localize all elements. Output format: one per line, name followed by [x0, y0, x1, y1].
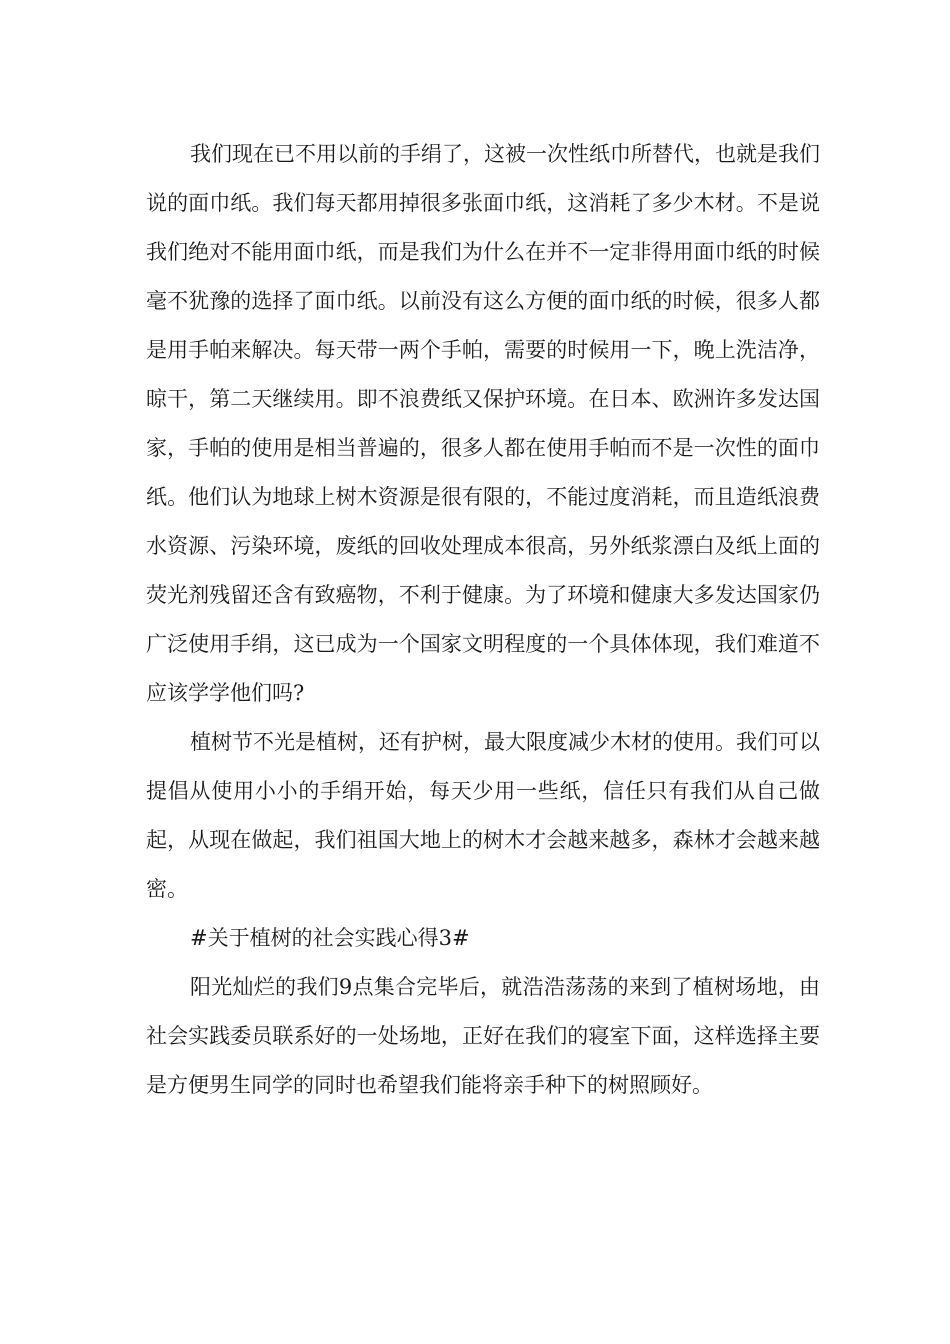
document-body [146, 130, 820, 1110]
paragraph-protect-trees: 植树节不光是植树，还有护树，最大限度减少木材的使用。我们可以提倡从使用小小的手绢开始，每天少用一些纸，信任只有我们从自己做起，从现在做起，我们祖国大地上的树木才会越来越多，森林才会越来越密。 [146, 730, 820, 901]
paragraph-planting-site: 阳光灿烂的我们9点集合完毕后，就浩浩荡荡的来到了植树场地，由社会实践委员联系好的一处场地，正好在我们的寝室下面，这样选择主要是方便男生同学的同时也希望我们能将亲手种下的树照顾好。 [146, 975, 820, 1097]
section-heading: #关于植树的社会实践心得3# [190, 926, 470, 950]
paragraph-handkerchief: 我们现在已不用以前的手绢了，这被一次性纸巾所替代，也就是我们说的面巾纸。我们每天都用掉很多张面巾纸，这消耗了多少木材。不是说我们绝对不能用面巾纸，而是我们为什么在并不一定非得用面巾纸的时候毫不犹豫的选择了面巾纸。以前没有这么方便的面巾纸的时候，很多人都是用手帕来解决。每天带一两个手帕，需要的时候用一下，晚上洗洁净，晾干，第二天继续用。即不浪费纸又保护环境。在日本、欧洲许多发达国家，手帕的使用是相当普遍的，很多人都在使用手帕而不是一次性的面巾纸。他们认为地球上树木资源是很有限的，不能过度消耗，而且造纸浪费水资源、污染环境，废纸的回收处理成本很高，另外纸浆漂白及纸上面的荧光剂残留还含有致癌物，不利于健康。为了环境和健康大多发达国家仍广泛使用手绢，这已成为一个国家文明程度的一个具体体现，我们难道不应该学学他们吗? [146, 142, 820, 705]
